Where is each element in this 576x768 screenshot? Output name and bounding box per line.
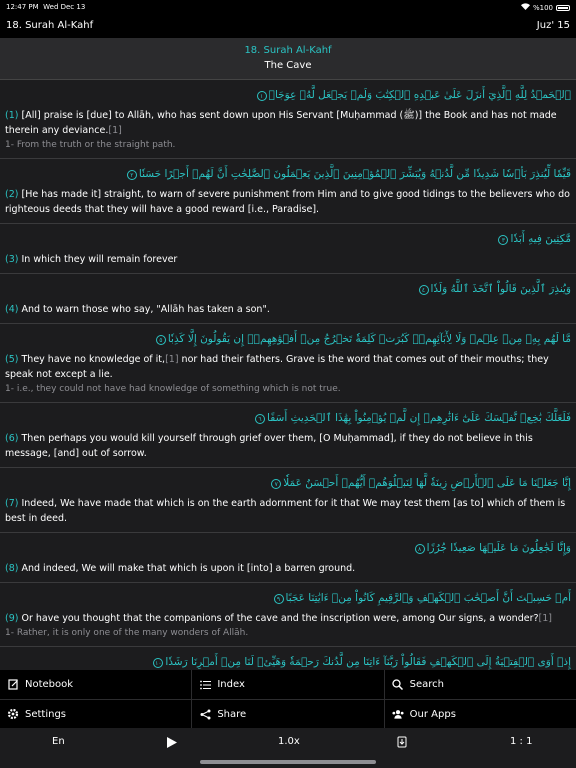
verse-item[interactable] — [0, 468, 576, 533]
ayah-number-marker: ٧ — [271, 479, 281, 489]
notebook-icon — [7, 679, 19, 691]
verse-translation — [5, 561, 571, 576]
surah-header — [0, 38, 576, 80]
ayah-number-marker: ٥ — [156, 335, 166, 345]
verse-number: (4) — [5, 304, 19, 315]
verse-translation — [5, 431, 571, 461]
verse-arabic — [5, 539, 571, 557]
verse-arabic — [5, 330, 571, 348]
ayah-number-marker: ٣ — [498, 235, 508, 245]
verse-number: (8) — [5, 563, 19, 574]
users-icon — [392, 708, 404, 720]
verse-translation-text: Or have you thought that the companions of the cave and the inscription were, among Our signs, a wonder? — [18, 613, 539, 624]
verse-number: (6) — [5, 433, 19, 444]
share-icon — [199, 708, 211, 720]
verse-arabic-text: وَيُنذِرَ ٱلَّذِينَ قَالُواْ ٱتَّخَذَ ٱللَّهُ وَلَدٗا — [430, 283, 571, 295]
verse-arabic — [5, 409, 571, 427]
verse-arabic — [5, 165, 571, 183]
surah-meaning: The Cave — [264, 60, 312, 71]
status-time-date — [6, 3, 85, 11]
our-apps-label: Our Apps — [409, 708, 456, 720]
verse-number: (7) — [5, 498, 19, 509]
share-label: Share — [217, 708, 247, 720]
verse-number: (1) — [5, 110, 19, 121]
verse-number: (2) — [5, 189, 19, 200]
status-bar — [0, 0, 576, 14]
play-button[interactable] — [167, 737, 177, 751]
verse-translation-text: In which they will remain forever — [18, 254, 178, 265]
verse-number: (5) — [5, 354, 19, 365]
ayah-number-marker: ٢ — [127, 170, 137, 180]
verse-footnote: 1- i.e., they could not have had knowledge of something which is not true. — [5, 384, 341, 394]
verse-arabic-text: قَيِّمٗا لِّيُنذِرَ بَأۡسٗا شَدِيدٗا مِّن لَّدُنۡهُ وَيُبَشِّرَ ٱلۡمُؤۡمِنِينَ ٱلَّذِينَ يَعۡمَلُونَ ٱلصَّٰلِحَٰتِ أَنَّ لَهُمۡ أَجۡرًا حَسَنٗا — [138, 168, 571, 180]
verse-item[interactable] — [0, 583, 576, 647]
juz-indicator[interactable]: Juz' 15 — [536, 20, 570, 31]
verse-list[interactable] — [0, 80, 576, 670]
footnote-ref[interactable]: [1] — [538, 613, 552, 624]
verse-translation — [5, 352, 571, 382]
search-label: Search — [409, 679, 445, 690]
our-apps-button[interactable] — [384, 700, 576, 728]
ayah-number-marker: ٩ — [274, 594, 284, 604]
verse-translation-text: Indeed, We have made that which is on the earth adornment for it that We may test them [as to] which of them is best in deed. — [5, 498, 566, 524]
footnote-ref[interactable]: [1] — [165, 354, 179, 365]
verse-arabic — [5, 653, 571, 670]
notebook-label: Notebook — [25, 679, 74, 690]
verse-arabic-text: فَلَعَلَّكَ بَٰخِعٞ نَّفۡسَكَ عَلَىٰٓ ءَاثَٰرِهِمۡ إِن لَّمۡ يُؤۡمِنُواْ بِهَٰذَا ٱلۡحَدِيثِ أَسَفًا — [267, 412, 571, 424]
home-indicator — [200, 760, 376, 764]
verse-translation — [5, 496, 571, 526]
verse-translation — [5, 187, 571, 217]
ayah-number-marker: ٨ — [415, 544, 425, 554]
wifi-icon — [521, 3, 530, 12]
notebook-button[interactable] — [0, 670, 191, 699]
verse-translation — [5, 611, 571, 626]
verse-arabic-text: أَمۡ حَسِبۡتَ أَنَّ أَصۡحَٰبَ ٱلۡكَهۡفِ وَٱلرَّقِيمِ كَانُواْ مِنۡ ءَايَٰتِنَا عَجَبًا — [285, 592, 571, 604]
status-right — [521, 3, 570, 12]
verse-translation — [5, 302, 571, 317]
verse-item[interactable] — [0, 533, 576, 583]
settings-button[interactable] — [0, 700, 191, 728]
surah-name: 18. Surah Al-Kahf — [244, 45, 332, 56]
verse-arabic-text: مَّٰكِثِينَ فِيهِ أَبَدٗا — [510, 233, 571, 245]
menu-row-2 — [0, 699, 576, 728]
playback-speed[interactable]: 1.0x — [278, 736, 300, 747]
verse-item[interactable] — [0, 403, 576, 468]
verse-arabic-text: مَّا لَهُم بِهِۦ مِنۡ عِلۡمٖ وَلَا لِأٓبَآئِهِمۡۚ كَبُرَتۡ كَلِمَةٗ تَخۡرُجُ مِنۡ أَفۡوَٰهِهِمۡۚ إِن يَقُولُونَ إِلَّا كَذِبٗا — [167, 333, 571, 345]
language-toggle[interactable]: En — [52, 736, 65, 747]
menu-row-1 — [0, 670, 576, 699]
verse-item[interactable] — [0, 80, 576, 159]
verse-item[interactable] — [0, 224, 576, 274]
verse-translation-text: [All] praise is [due] to Allāh, who has sent down upon His Servant [Muḥammad (ﷺ)] the Book and has not made therein any deviance. — [5, 110, 557, 136]
verse-item[interactable] — [0, 324, 576, 403]
verse-translation-text: Then perhaps you would kill yourself through grief over them, [O Muḥammad], if they do not believe in this message, [and] out of sorrow. — [5, 433, 533, 459]
list-icon — [199, 679, 211, 691]
verse-translation-text: [He has made it] straight, to warn of severe punishment from Him and to give good tidings to the believers who do righteous deeds that they will have a good reward [i.e., Paradise]. — [5, 189, 570, 215]
battery-icon — [556, 5, 570, 11]
verse-arabic-text: إِذۡ أَوَى ٱلۡفِتۡيَةُ إِلَى ٱلۡكَهۡفِ فَقَالُواْ رَبَّنَآ ءَاتِنَا مِن لَّدُنكَ رَحۡمَةٗ وَهَيِّئۡ لَنَا مِنۡ أَمۡرِنَا رَشَدٗا — [165, 656, 571, 668]
verse-item[interactable] — [0, 274, 576, 324]
verse-item[interactable] — [0, 159, 576, 224]
footnote-ref[interactable]: [1] — [108, 125, 122, 136]
verse-footnote: 1- From the truth or the straight path. — [5, 140, 176, 150]
verse-translation-text: And to warn those who say, "Allāh has taken a son". — [18, 304, 270, 315]
ayah-number-marker: ١٠ — [155, 660, 162, 667]
download-icon — [397, 740, 407, 751]
bottom-menu — [0, 670, 576, 728]
status-date: Wed Dec 13 — [43, 3, 86, 11]
verse-arabic — [5, 280, 571, 298]
ayah-number-marker: ٤ — [419, 285, 429, 295]
verse-number: (3) — [5, 254, 19, 265]
battery-percent: %100 — [532, 3, 553, 12]
verse-arabic-text: إِنَّا جَعَلۡنَا مَا عَلَى ٱلۡأَرۡضِ زِينَةٗ لَّهَا لِنَبۡلُوَهُمۡ أَيُّهُمۡ أَحۡسَنُ عَمَلٗا — [283, 477, 571, 489]
search-button[interactable] — [384, 670, 576, 699]
verse-translation-text: They have no knowledge of it, — [18, 354, 166, 365]
verse-item[interactable] — [0, 647, 576, 670]
gear-icon — [7, 708, 19, 720]
download-button[interactable] — [397, 736, 407, 751]
ayah-number-marker: ١ — [257, 91, 267, 101]
verse-arabic — [5, 589, 571, 607]
ratio-toggle[interactable]: 1 : 1 — [510, 736, 533, 747]
index-button[interactable] — [191, 670, 383, 699]
status-time: 12:47 PM — [6, 3, 39, 11]
ayah-number-marker: ٦ — [255, 414, 265, 424]
verse-translation-text-cont: nor had their fathers. Grave is the word that comes out of their mouths; they speak not except a lie. — [5, 354, 549, 380]
nav-title[interactable]: 18. Surah Al-Kahf — [6, 20, 94, 31]
verse-translation — [5, 252, 571, 267]
verse-number: (9) — [5, 613, 19, 624]
verse-arabic — [5, 86, 571, 104]
verse-footnote: 1- Rather, it is only one of the many wonders of Allāh. — [5, 628, 249, 638]
share-button[interactable] — [191, 700, 383, 728]
verse-arabic — [5, 474, 571, 492]
search-icon — [392, 679, 404, 691]
verse-arabic — [5, 230, 571, 248]
index-label: Index — [217, 679, 245, 690]
play-icon — [167, 740, 177, 751]
verse-translation-text: And indeed, We will make that which is upon it [into] a barren ground. — [18, 563, 356, 574]
verse-translation — [5, 108, 571, 138]
verse-arabic-text: ٱلۡحَمۡدُ لِلَّهِ ٱلَّذِيٓ أَنزَلَ عَلَىٰ عَبۡدِهِ ٱلۡكِتَٰبَ وَلَمۡ يَجۡعَل لَّهُۥ عِوَجَاۜ — [268, 89, 571, 101]
nav-bar — [0, 14, 576, 38]
verse-arabic-text: وَإِنَّا لَجَٰعِلُونَ مَا عَلَيۡهَا صَعِيدٗا جُرُزًا — [426, 542, 571, 554]
settings-label: Settings — [25, 708, 67, 720]
